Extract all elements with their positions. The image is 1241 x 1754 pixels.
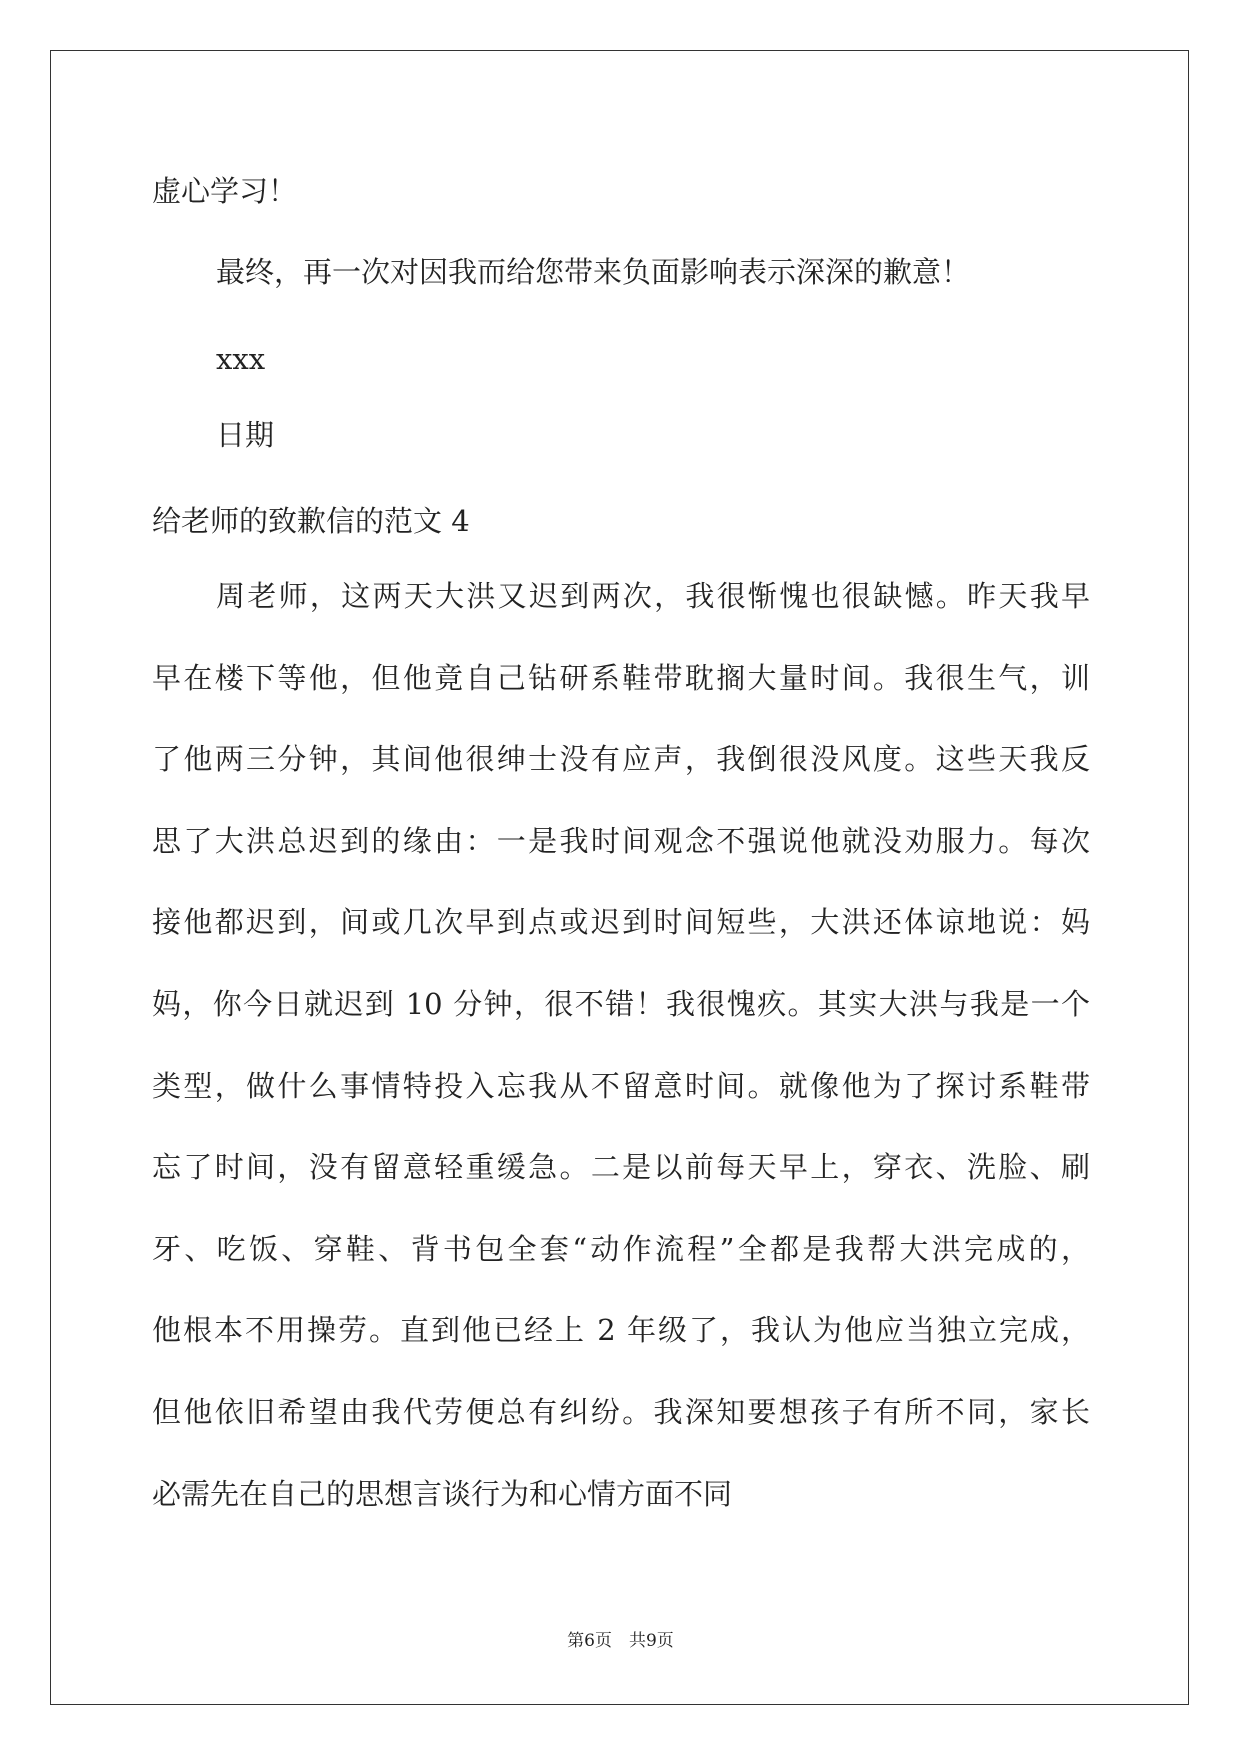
paragraph-line: 周老师，这两天大洪又迟到两次，我很惭愧也很缺憾。昨天我早 bbox=[216, 579, 1090, 613]
signature: xxx bbox=[216, 342, 266, 376]
paragraph-line: 必需先在自己的思想言谈行为和心情方面不同 bbox=[152, 1477, 733, 1511]
paragraph-line: 妈，你今日就迟到 10 分钟，很不错！我很愧疚。其实大洪与我是一个 bbox=[152, 987, 1090, 1021]
paragraph-line: 类型，做什么事情特投入忘我从不留意时间。就像他为了探讨系鞋带 bbox=[152, 1069, 1090, 1103]
paragraph-line: 了他两三分钟，其间他很绅士没有应声，我倒很没风度。这些天我反 bbox=[152, 742, 1090, 776]
paragraph-line: 他根本不用操劳。直到他已经上 2 年级了，我认为他应当独立完成， bbox=[152, 1313, 1090, 1347]
section-heading: 给老师的致歉信的范文 4 bbox=[152, 504, 470, 538]
date-label: 日期 bbox=[216, 418, 275, 452]
paragraph-line: 思了大洪总迟到的缘由：一是我时间观念不强说他就没劝服力。每次 bbox=[152, 824, 1090, 858]
paragraph-line: 但他依旧希望由我代劳便总有纠纷。我深知要想孩子有所不同，家长 bbox=[152, 1395, 1090, 1429]
closing-line: 最终，再一次对因我而给您带来负面影响表示深深的歉意！ bbox=[216, 255, 971, 289]
paragraph-line: 接他都迟到，间或几次早到点或迟到时间短些，大洪还体谅地说：妈 bbox=[152, 905, 1090, 939]
paragraph-line: 早在楼下等他，但他竟自己钻研系鞋带耽搁大量时间。我很生气，训 bbox=[152, 661, 1090, 695]
paragraph-line: 牙、吃饭、穿鞋、背书包全套“动作流程”全都是我帮大洪完成的， bbox=[152, 1232, 1090, 1266]
continuation-line: 虚心学习！ bbox=[152, 174, 298, 208]
page-number-footer: 第6页 共9页 bbox=[567, 1631, 674, 1651]
paragraph-line: 忘了时间，没有留意轻重缓急。二是以前每天早上，穿衣、洗脸、刷 bbox=[152, 1150, 1090, 1184]
